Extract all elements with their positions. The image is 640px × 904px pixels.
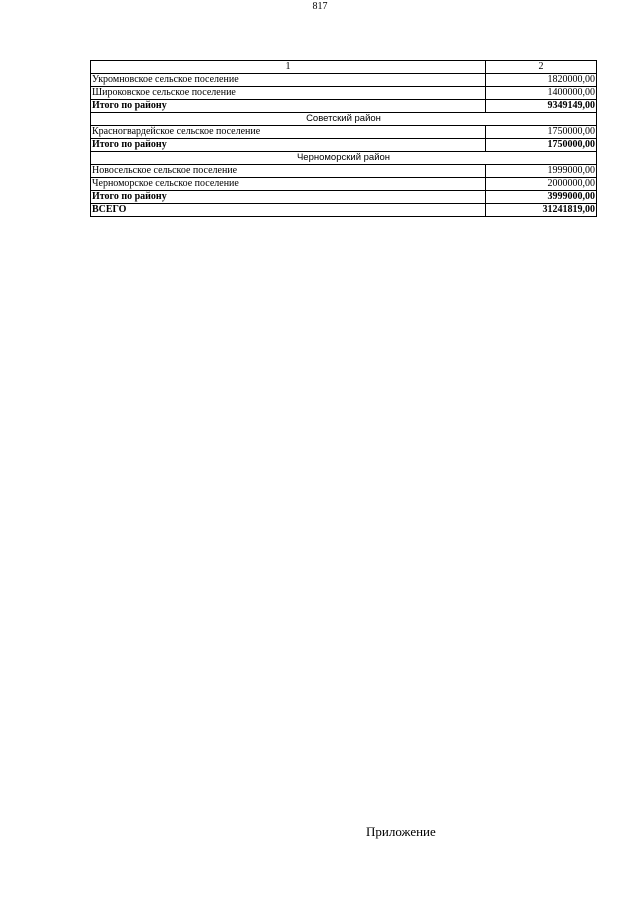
total-label: Итого по району: [91, 100, 486, 113]
settlement-amount: 2000000,00: [486, 178, 597, 191]
settlement-amount: 1750000,00: [486, 126, 597, 139]
appendix-label: Приложение: [366, 824, 436, 839]
settlement-name: Укромновское сельское поселение: [91, 74, 486, 87]
table-row: [91, 126, 597, 139]
table-row: [91, 165, 597, 178]
budget-table: [90, 60, 597, 217]
grand-total-label: ВСЕГО: [91, 204, 486, 217]
settlement-name: Красногвардейское сельское поселение: [91, 126, 486, 139]
column-header-1: 1: [91, 61, 486, 74]
table-row: [91, 87, 597, 100]
district-header-row: [91, 152, 597, 165]
table-header-row: [91, 61, 597, 74]
table-row: [91, 74, 597, 87]
settlement-amount: 1999000,00: [486, 165, 597, 178]
total-amount: 1750000,00: [486, 139, 597, 152]
district-name: Советский район: [91, 113, 597, 126]
total-label: Итого по району: [91, 139, 486, 152]
column-header-2: 2: [486, 61, 597, 74]
district-name: Черноморский район: [91, 152, 597, 165]
district-total-row: [91, 100, 597, 113]
grand-total-amount: 31241819,00: [486, 204, 597, 217]
settlement-name: Широковское сельское поселение: [91, 87, 486, 100]
district-total-row: [91, 191, 597, 204]
settlement-name: Новосельское сельское поселение: [91, 165, 486, 178]
district-header-row: [91, 113, 597, 126]
district-total-row: [91, 139, 597, 152]
settlement-amount: 1820000,00: [486, 74, 597, 87]
total-amount: 9349149,00: [486, 100, 597, 113]
page-number: 817: [312, 1, 328, 12]
settlement-name: Черноморское сельское поселение: [91, 178, 486, 191]
total-amount: 3999000,00: [486, 191, 597, 204]
settlement-amount: 1400000,00: [486, 87, 597, 100]
grand-total-row: [91, 204, 597, 217]
total-label: Итого по району: [91, 191, 486, 204]
table-row: [91, 178, 597, 191]
